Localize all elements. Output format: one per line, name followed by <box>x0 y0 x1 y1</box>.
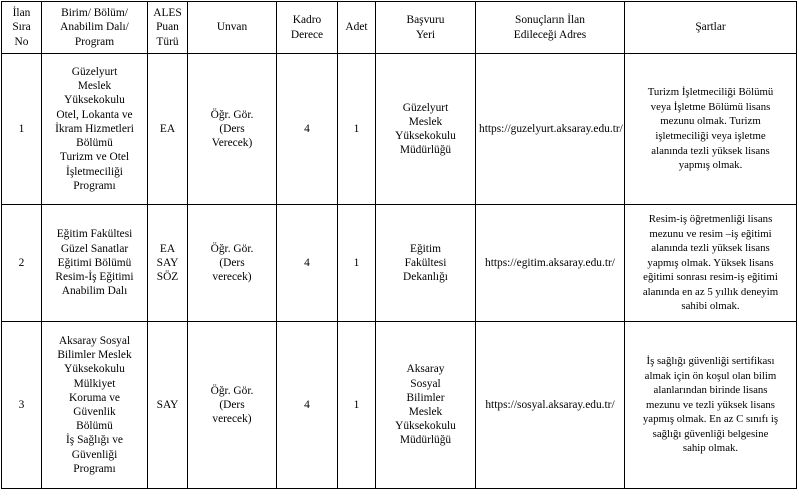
row-unvan: Öğr. Gör. (Ders verecek) <box>188 205 277 322</box>
row-sartlar: Turizm İşletmeciliği Bölümü veya İşletme Bölümü lisans mezunu olmak. Turizm işletmeciliği veya işletme alanında tezli yüksek lisans yapmış olmak. <box>625 54 797 205</box>
header-sira: İlan Sıra No <box>2 2 42 54</box>
header-adres: Sonuçların İlan Edileceği Adres <box>476 2 625 54</box>
row-birim: Aksaray Sosyal Bilimler Meslek Yüksekokulu Mülkiyet Koruma ve Güvenlik Bölümü İş Sağlığı ve Güvenliği Programı <box>42 322 148 489</box>
row-sira: 3 <box>2 322 42 489</box>
row-ales: EA <box>148 54 188 205</box>
row-unvan: Öğr. Gör. (Ders verecek) <box>188 322 277 489</box>
header-ales: ALES Puan Türü <box>148 2 188 54</box>
row-birim: Eğitim Fakültesi Güzel Sanatlar Eğitimi Bölümü Resim-İş Eğitimi Anabilim Dalı <box>42 205 148 322</box>
row-sira: 2 <box>2 205 42 322</box>
header-basvuru: Başvuru Yeri <box>376 2 476 54</box>
row-adres-link[interactable]: https://egitim.aksaray.edu.tr/ <box>476 205 625 322</box>
row-adet: 1 <box>338 205 376 322</box>
row-sira: 1 <box>2 54 42 205</box>
table-row <box>2 54 797 205</box>
row-kadro: 4 <box>277 205 338 322</box>
row-basvuru: Eğitim Fakültesi Dekanlığı <box>376 205 476 322</box>
row-birim: Güzelyurt Meslek Yüksekokulu Otel, Lokanta ve İkram Hizmetleri Bölümü Turizm ve Otel İşletmeciliği Programı <box>42 54 148 205</box>
header-sartlar: Şartlar <box>625 2 797 54</box>
row-adres-link[interactable]: https://guzelyurt.aksaray.edu.tr/ <box>476 54 625 205</box>
ilan-table <box>1 1 797 489</box>
row-ales: SAY <box>148 322 188 489</box>
row-basvuru: Güzelyurt Meslek Yüksekokulu Müdürlüğü <box>376 54 476 205</box>
header-birim: Birim/ Bölüm/ Anabilim Dalı/ Program <box>42 2 148 54</box>
table-row <box>2 322 797 489</box>
row-kadro: 4 <box>277 322 338 489</box>
header-kadro: Kadro Derece <box>277 2 338 54</box>
row-kadro: 4 <box>277 54 338 205</box>
table-header-row <box>2 2 797 54</box>
row-unvan: Öğr. Gör. (Ders Verecek) <box>188 54 277 205</box>
row-adres-link[interactable]: https://sosyal.aksaray.edu.tr/ <box>476 322 625 489</box>
row-basvuru: Aksaray Sosyal Bilimler Meslek Yüksekokulu Müdürlüğü <box>376 322 476 489</box>
header-unvan: Unvan <box>188 2 277 54</box>
row-ales: EA SAY SÖZ <box>148 205 188 322</box>
row-adet: 1 <box>338 54 376 205</box>
header-adet: Adet <box>338 2 376 54</box>
row-sartlar: İş sağlığı güvenliği sertifikası almak için ön koşul olan bilim alanlarından birinde lisans mezunu ve tezli yüksek lisans yapmış olmak. En az C sınıfı iş sağlığı güvenliği belgesine sahip olmak. <box>625 322 797 489</box>
row-sartlar: Resim-iş öğretmenliği lisans mezunu ve resim –iş eğitimi alanında tezli yüksek lisans yapmış olmak. Yüksek lisans eğitimi sonrası resim-iş eğitimi alanında en az 5 yıllık deneyim sahibi olmak. <box>625 205 797 322</box>
row-adet: 1 <box>338 322 376 489</box>
table-row <box>2 205 797 322</box>
